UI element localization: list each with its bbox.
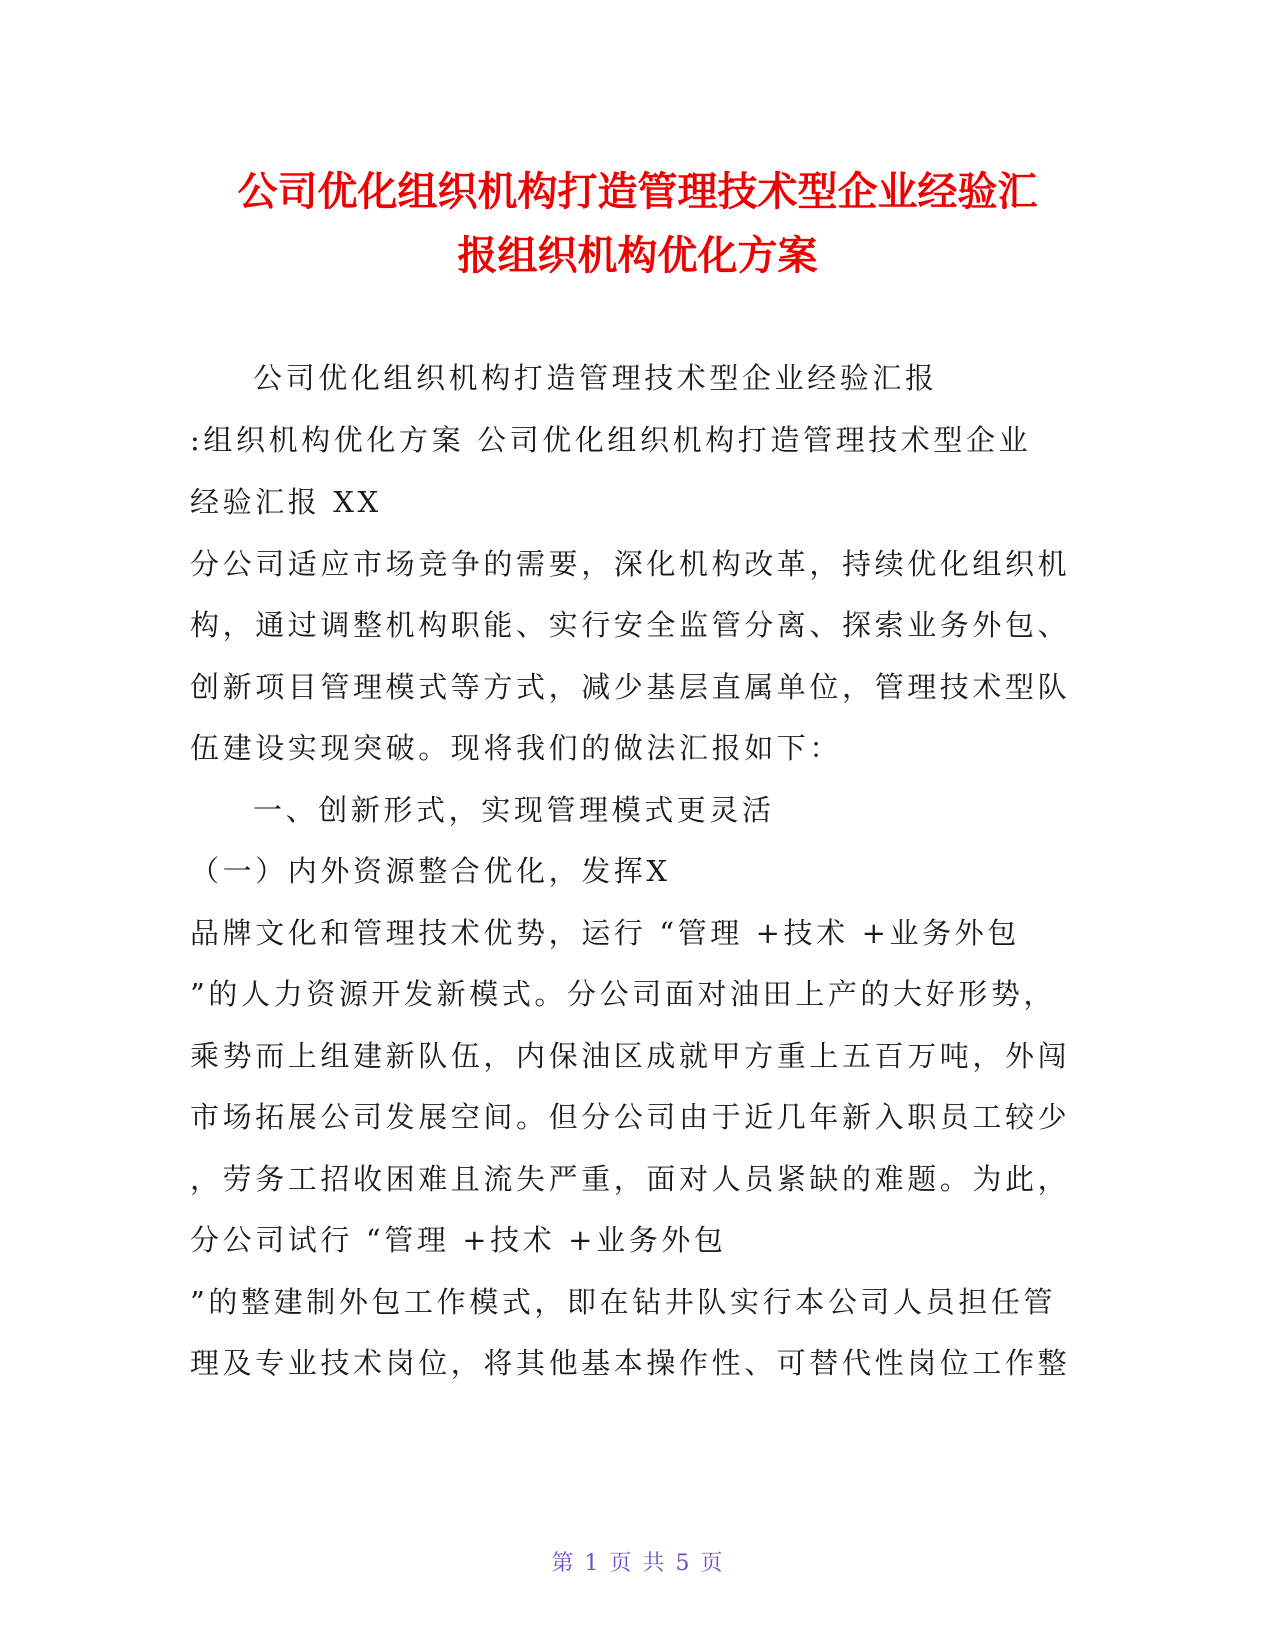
footer-label-di: 第 — [551, 1551, 575, 1576]
body-line: 分公司试行 “管理 +技术 +业务外包 — [190, 1223, 727, 1257]
footer-label-ye-2: 页 — [700, 1551, 724, 1576]
title-line-2: 报组织机构优化方案 — [457, 233, 818, 279]
body-line: 经验汇报 XX — [190, 485, 382, 519]
body-line: 构，通过调整机构职能、实行安全监管分离、探索业务外包、 — [190, 608, 1071, 642]
body-line: 市场拓展公司发展空间。但分公司由于近几年新入职员工较少 — [190, 1100, 1071, 1134]
footer-page-current: 1 — [584, 1551, 600, 1576]
body-line: 理及专业技术岗位，将其他基本操作性、可替代性岗位工作整 — [190, 1346, 1071, 1380]
body-line: 品牌文化和管理技术优势，运行 “管理 +技术 +业务外包 — [190, 916, 1020, 950]
subsection-heading: （一）内外资源整合优化，发挥X — [190, 854, 671, 888]
page-footer — [0, 1546, 1275, 1577]
body-line: 创新项目管理模式等方式，减少基层直属单位，管理技术型队 — [190, 670, 1071, 704]
footer-label-gong: 共 — [642, 1551, 666, 1576]
footer-label-ye: 页 — [609, 1551, 633, 1576]
body-line: ”的整建制外包工作模式，即在钻井队实行本公司人员担任管 — [190, 1285, 1057, 1319]
body-line: :组织机构优化方案 公司优化组织机构打造管理技术型企业 — [190, 423, 1032, 457]
body-line: ，劳务工招收困难且流失严重，面对人员紧缺的难题。为此， — [190, 1162, 1071, 1196]
title-line-1: 公司优化组织机构打造管理技术型企业经验汇 — [237, 169, 1038, 215]
body-line: ”的人力资源开发新模式。分公司面对油田上产的大好形势， — [190, 977, 1057, 1011]
footer-page-total: 5 — [675, 1551, 691, 1576]
body-line: 公司优化组织机构打造管理技术型企业经验汇报 — [253, 361, 938, 395]
body-line: 乘势而上组建新队伍，内保油区成就甲方重上五百万吨，外闯 — [190, 1039, 1071, 1073]
body-line: 分公司适应市场竞争的需要，深化机构改革，持续优化组织机 — [190, 547, 1071, 581]
body-line: 伍建设实现突破。现将我们的做法汇报如下： — [190, 731, 843, 765]
section-heading: 一、创新形式，实现管理模式更灵活 — [253, 793, 775, 827]
